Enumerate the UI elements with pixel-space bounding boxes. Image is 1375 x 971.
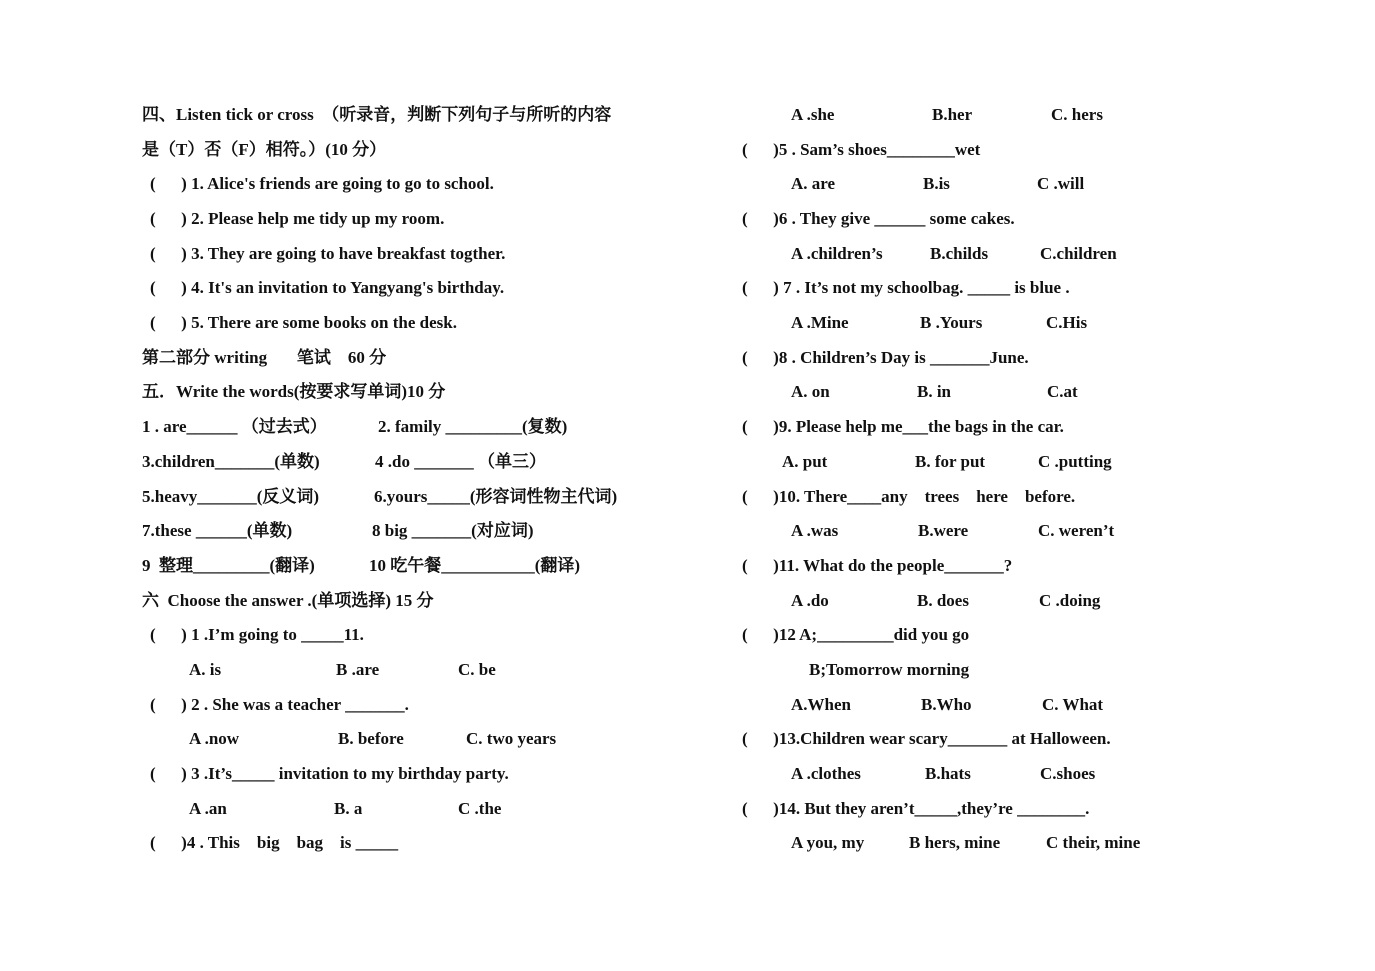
choice-q10: ( )10. There____any trees here before. bbox=[742, 487, 1076, 506]
choice-q5-option-a: A. are bbox=[791, 174, 836, 193]
choice-q6: ( )6 . They give ______ some cakes. bbox=[742, 209, 1015, 228]
word-item-7: 7.these ______(单数) bbox=[142, 521, 293, 540]
choice-q9-option-b: B. for put bbox=[915, 452, 986, 471]
choice-q11-option-c: C .doing bbox=[1039, 591, 1101, 610]
choice-q4-option-c: C. hers bbox=[1051, 105, 1103, 124]
choice-q14-option-c: C their, mine bbox=[1046, 833, 1141, 852]
choice-q2-option-b: B. before bbox=[338, 729, 404, 748]
choice-q14-option-a: A you, my bbox=[791, 833, 865, 852]
choice-q3-option-a: A .an bbox=[189, 799, 227, 818]
choice-q8-option-b: B. in bbox=[917, 382, 952, 401]
section-6-heading: 六 Choose the answer .(单项选择) 15 分 bbox=[142, 591, 434, 610]
listen-item-2: ( ) 2. Please help me tidy up my room. bbox=[150, 209, 445, 228]
choice-q5-option-b: B.is bbox=[923, 174, 950, 193]
choice-q8-option-c: C.at bbox=[1047, 382, 1078, 401]
choice-q9-option-a: A. put bbox=[782, 452, 828, 471]
part-2-heading: 第二部分 writing 笔试 60 分 bbox=[142, 348, 387, 367]
word-item-8: 8 big _______(对应词) bbox=[372, 521, 534, 540]
choice-q1-option-c: C. be bbox=[458, 660, 496, 679]
choice-q14-option-b: B hers, mine bbox=[909, 833, 1001, 852]
word-item-5: 5.heavy_______(反义词) bbox=[142, 487, 320, 506]
choice-q12-option-c: C. What bbox=[1042, 695, 1104, 714]
choice-q6-option-b: B.childs bbox=[930, 244, 989, 263]
choice-q8: ( )8 . Children’s Day is _______June. bbox=[742, 348, 1029, 367]
choice-q11-option-a: A .do bbox=[791, 591, 829, 610]
choice-q6-option-c: C.children bbox=[1040, 244, 1117, 263]
choice-q10-option-c: C. weren’t bbox=[1038, 521, 1115, 540]
choice-q12: ( )12 A;_________did you go bbox=[742, 625, 970, 644]
choice-q8-option-a: A. on bbox=[791, 382, 830, 401]
choice-q7-option-b: B .Yours bbox=[920, 313, 983, 332]
choice-q1-option-a: A. is bbox=[189, 660, 222, 679]
choice-q12-reply: B;Tomorrow morning bbox=[809, 660, 970, 679]
listen-item-3: ( ) 3. They are going to have breakfast togther. bbox=[150, 244, 506, 263]
word-item-3: 3.children_______(单数) bbox=[142, 452, 320, 471]
choice-q13-option-a: A .clothes bbox=[791, 764, 861, 783]
listen-item-5: ( ) 5. There are some books on the desk. bbox=[150, 313, 457, 332]
choice-q12-option-b: B.Who bbox=[921, 695, 972, 714]
choice-q9-option-c: C .putting bbox=[1038, 452, 1112, 471]
section-4-heading-line2: 是（T）否（F）相符。）(10 分） bbox=[142, 140, 387, 159]
choice-q3: ( ) 3 .It’s_____ invitation to my birthday party. bbox=[150, 764, 509, 783]
section-5-heading: 五．Write the words(按要求写单词)10 分 bbox=[142, 382, 446, 401]
choice-q13: ( )13.Children wear scary_______ at Halloween. bbox=[742, 729, 1111, 748]
choice-q2-option-c: C. two years bbox=[466, 729, 557, 748]
choice-q13-option-c: C.shoes bbox=[1040, 764, 1096, 783]
listen-item-4: ( ) 4. It's an invitation to Yangyang's birthday. bbox=[150, 278, 505, 297]
choice-q7: ( ) 7 . It’s not my schoolbag. _____ is blue . bbox=[742, 278, 1070, 297]
choice-q4-option-b: B.her bbox=[932, 105, 973, 124]
choice-q5: ( )5 . Sam’s shoes________wet bbox=[742, 140, 981, 159]
word-item-1: 1 . are______ （过去式） bbox=[142, 417, 327, 436]
choice-q6-option-a: A .children’s bbox=[791, 244, 883, 263]
choice-q5-option-c: C .will bbox=[1037, 174, 1085, 193]
choice-q13-option-b: B.hats bbox=[925, 764, 971, 783]
choice-q10-option-b: B.were bbox=[918, 521, 969, 540]
choice-q2-option-a: A .now bbox=[189, 729, 240, 748]
choice-q1-option-b: B .are bbox=[336, 660, 380, 679]
choice-q10-option-a: A .was bbox=[791, 521, 839, 540]
choice-q3-option-b: B. a bbox=[334, 799, 363, 818]
choice-q11-option-b: B. does bbox=[917, 591, 969, 610]
word-item-2: 2. family _________(复数) bbox=[378, 417, 568, 436]
listen-item-1: ( ) 1. Alice's friends are going to go to school. bbox=[150, 174, 494, 193]
choice-q1: ( ) 1 .I’m going to _____11. bbox=[150, 625, 364, 644]
choice-q2: ( ) 2 . She was a teacher _______. bbox=[150, 695, 409, 714]
word-item-6: 6.yours_____(形容词性物主代词) bbox=[374, 487, 618, 506]
choice-q3-option-c: C .the bbox=[458, 799, 502, 818]
section-4-heading-line1: 四、Listen tick or cross （听录音，判断下列句子与所听的内容 bbox=[142, 105, 612, 124]
choice-q9: ( )9. Please help me___the bags in the car. bbox=[742, 417, 1064, 436]
choice-q4: ( )4 . This big bag is _____ bbox=[150, 833, 399, 852]
choice-q12-option-a: A.When bbox=[791, 695, 851, 714]
choice-q7-option-c: C.His bbox=[1046, 313, 1088, 332]
choice-q11: ( )11. What do the people_______? bbox=[742, 556, 1013, 575]
choice-q14: ( )14. But they aren’t_____,they’re ________. bbox=[742, 799, 1090, 818]
word-item-9: 9 整理_________(翻译) bbox=[142, 556, 315, 575]
word-item-4: 4 .do _______ （单三） bbox=[375, 452, 546, 471]
choice-q4-option-a: A .she bbox=[791, 105, 835, 124]
word-item-10: 10 吃午餐___________(翻译) bbox=[369, 556, 581, 575]
choice-q7-option-a: A .Mine bbox=[791, 313, 849, 332]
